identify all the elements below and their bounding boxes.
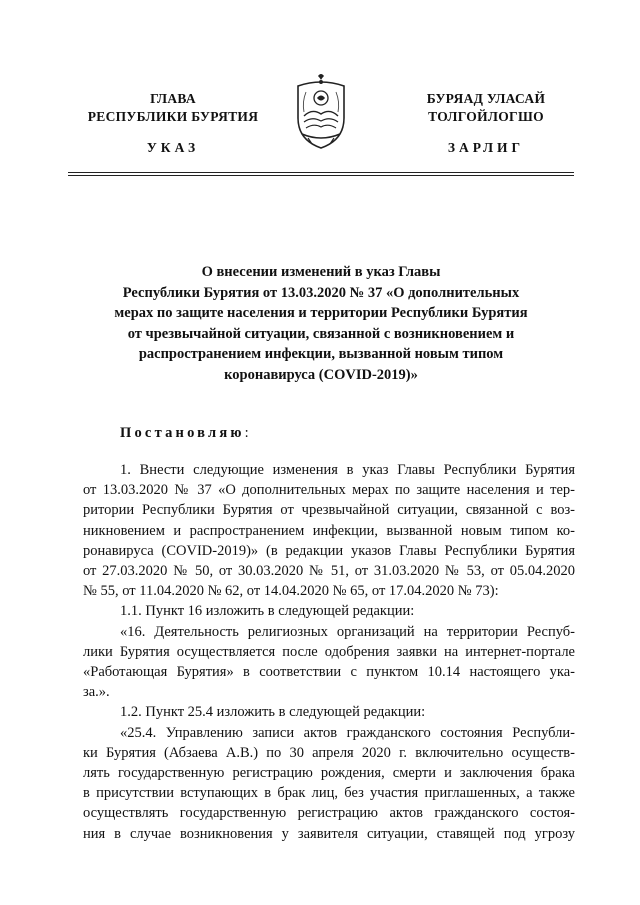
- coat-of-arms-icon: [292, 72, 350, 152]
- body-text-line: за.».: [83, 684, 110, 701]
- title-line: распространением инфекции, вызванной новым типом: [138, 346, 504, 362]
- resolution-colon: :: [244, 425, 249, 441]
- body-text-line: «Работающая Бурятия» в соответствии с пунктом 10.14 настоящего ука-: [83, 664, 575, 681]
- resolution-word: Постановляю: [120, 425, 245, 441]
- body-text-line: 1.2. Пункт 25.4 изложить в следующей редакции:: [120, 704, 426, 721]
- body-text-line: лики Бурятия осуществляется после одобрения заявки на интернет-портале: [83, 643, 575, 660]
- decree-type-russian: УКАЗ: [146, 140, 200, 155]
- body-text-line: 1. Внести следующие изменения в указ Главы Республики Бурятия: [120, 462, 575, 478]
- body-text-line: от 13.03.2020 № 37 «О дополнительных мерах по защите населения и тер-: [83, 482, 575, 499]
- body-text-line: никновением и распространением инфекции, вызванной новым типом ко-: [83, 522, 575, 539]
- body-text-line: «16. Деятельность религиозных организаций на территории Респуб-: [120, 623, 575, 640]
- body-text-line: № 55, от 11.04.2020 № 62, от 14.04.2020 № 65, от 17.04.2020 № 73):: [83, 583, 499, 600]
- body-text-line: ритории Республики Бурятия от чрезвычайной ситуации, связанной с воз-: [83, 502, 575, 519]
- body-text-line: ронавируса (COVID-2019)» (в редакции указов Главы Республики Бурятия: [83, 542, 575, 559]
- body-text-line: лять государственную регистрацию рождения, смерти и заключения брака: [83, 765, 575, 782]
- header-divider: [68, 172, 574, 173]
- header-divider: [68, 175, 574, 176]
- title-line: Республики Бурятия от 13.03.2020 № 37 «О дополнительных: [122, 284, 520, 301]
- title-line: О внесении изменений в указ Главы: [201, 264, 441, 280]
- title-line: от чрезвычайной ситуации, связанной с возникновением и: [127, 325, 515, 342]
- body-text-line: «25.4. Управлению записи актов гражданского состояния Республи-: [120, 724, 575, 741]
- title-line: коронавируса (COVID-2019)»: [224, 366, 418, 383]
- issuer-title-line: РЕСПУБЛИКИ БУРЯТИЯ: [87, 109, 259, 124]
- body-text-line: 1.1. Пункт 16 изложить в следующей редакции:: [120, 603, 415, 620]
- issuer-title-buryat: [376, 90, 596, 126]
- document-title: [90, 262, 552, 385]
- decree-type-buryat: ЗАРЛИГ: [447, 140, 525, 155]
- issuer-title-line: ГЛАВА: [150, 91, 196, 106]
- body-text-line: ния в случае возникновения у заявителя ситуации, ставящей под угрозу: [83, 825, 575, 842]
- issuer-title-line: ТОЛГОЙЛОГШО: [428, 109, 544, 124]
- body-text-line: ки Бурятия (Абзаева А.В.) по 30 апреля 2020 г. включительно осуществ-: [83, 744, 575, 761]
- body-text-line: от 27.03.2020 № 50, от 30.03.2020 № 51, от 31.03.2020 № 53, от 05.04.2020: [83, 563, 575, 580]
- issuer-title-russian: [63, 90, 283, 126]
- title-line: мерах по защите населения и территории Республики Бурятия: [114, 305, 528, 321]
- issuer-title-line: БУРЯАД УЛАСАЙ: [426, 91, 546, 106]
- document-body: [83, 460, 575, 844]
- resolution-heading: [120, 425, 249, 442]
- body-text-line: в присутствии вступающих в брак лиц, без участия приглашенных, а также: [83, 785, 575, 802]
- body-text-line: осуществлять государственную регистрацию актов гражданского состоя-: [83, 805, 575, 822]
